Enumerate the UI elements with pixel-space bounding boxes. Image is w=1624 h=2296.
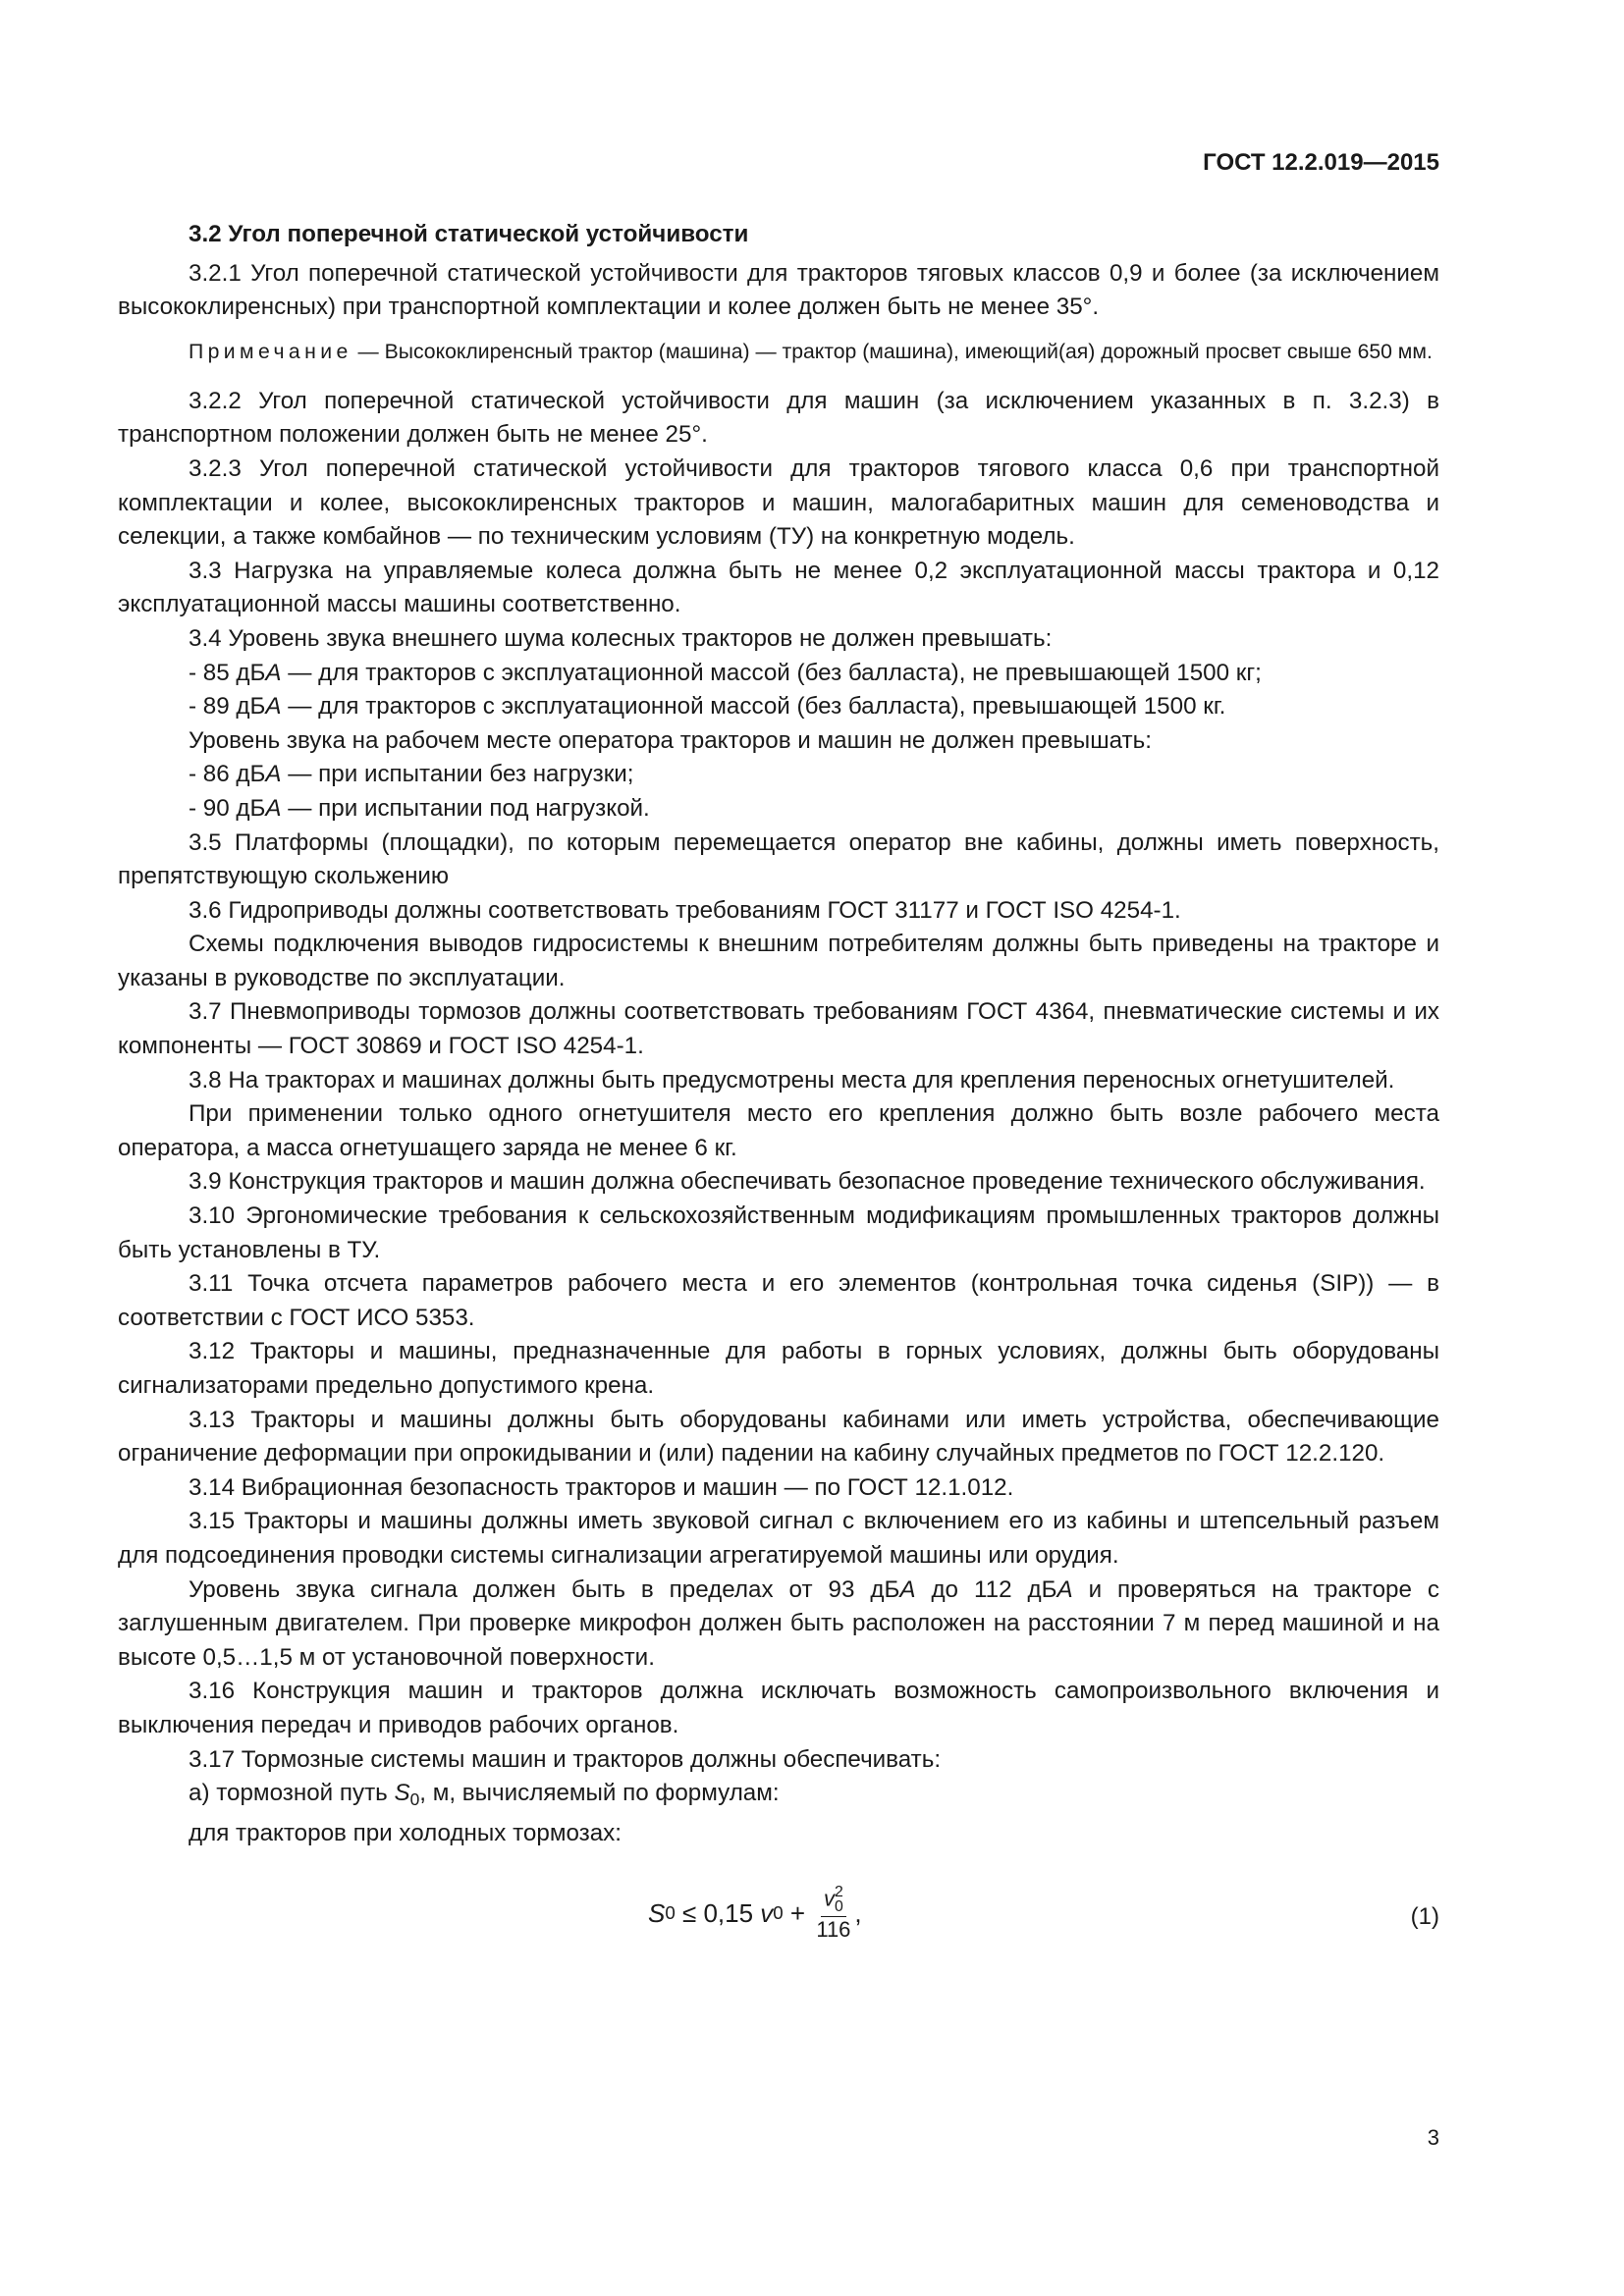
paragraph-3-17: 3.17 Тормозные системы машин и тракторов должны обеспечивать: bbox=[189, 1745, 942, 1773]
paragraph-3-8-b: При применении только одного огнетушителя место его крепления должно быть возле рабочего места оператора, а масса огнетушащего заряда не менее 6 кг. bbox=[118, 1100, 1439, 1161]
paragraph-3-2-3: 3.2.3 Угол поперечной статической устойчивости для тракторов тягового класса 0,6 при транспортной комплектации и колее, высококлиренсных тракторов и машин, малогабаритных машин для семеноводства и селекции, а также комбайнов — по техническим условиям (ТУ) на конкретную модель. bbox=[118, 454, 1439, 551]
paragraph-3-17-a: а) тормозной путь $S_0$, м, вычисляемый по формулам: bbox=[189, 1780, 780, 1810]
note-label: Примечание bbox=[189, 340, 352, 363]
paragraph-3-17-b: для тракторов при холодных тормозах: bbox=[189, 1819, 622, 1846]
paragraph-3-4: 3.4 Уровень звука внешнего шума колесных тракторов не должен превышать: bbox=[189, 624, 1053, 652]
paragraph-3-4-b: Уровень звука на рабочем месте оператора тракторов и машин не должен превышать: bbox=[189, 726, 1152, 754]
paragraph-3-13: 3.13 Тракторы и машины должны быть оборудованы кабинами или иметь устройства, обеспечивающие ограничение деформации при опрокидывании и (или) падении на кабину случайных предметов по ГОСТ 12.2.120. bbox=[118, 1406, 1439, 1468]
paragraph-3-2-1: 3.2.1 Угол поперечной статической устойчивости для тракторов тяговых классов 0,9 и более (за исключением высококлиренсных) при транспортной комплектации и колее должен быть не менее 35°. bbox=[118, 259, 1439, 321]
paragraph-3-7: 3.7 Пневмоприводы тормозов должны соответствовать требованиям ГОСТ 4364, пневматические системы и их компоненты — ГОСТ 30869 и ГОСТ ISO 4254-1. bbox=[118, 998, 1439, 1060]
formula: S 0 ≤ 0,15 v 0 + v 2 0 116 , bbox=[648, 1883, 862, 1943]
list-item: - 89 дБА — для тракторов с эксплуатационной массой (без балласта), превышающей 1500 кг. bbox=[189, 693, 1226, 721]
paragraph-3-15: 3.15 Тракторы и машины должны иметь звуковой сигнал с включением его из кабины и штепсельный разъем для подсоединения проводки системы сигнализации агрегатируемой машины или орудия. bbox=[118, 1508, 1439, 1569]
list-item: - 85 дБА — для тракторов с эксплуатационной массой (без балласта), не превышающей 1500 кг; bbox=[189, 659, 1262, 686]
document-body bbox=[118, 218, 1439, 1969]
paragraph-3-9: 3.9 Конструкция тракторов и машин должна обеспечивать безопасное проведение технического обслуживания. bbox=[189, 1168, 1426, 1196]
paragraph-3-6: 3.6 Гидроприводы должны соответствовать требованиям ГОСТ 31177 и ГОСТ ISO 4254-1. bbox=[189, 896, 1181, 924]
paragraph-3-10: 3.10 Эргономические требования к сельскохозяйственным модификациям промышленных тракторов должны быть установлены в ТУ. bbox=[118, 1202, 1439, 1263]
formula-number: (1) bbox=[1410, 1902, 1439, 1930]
paragraph-3-3: 3.3 Нагрузка на управляемые колеса должна быть не менее 0,2 эксплуатационной массы трактора и 0,12 эксплуатационной массы машины соответственно. bbox=[118, 557, 1439, 618]
paragraph-3-5: 3.5 Платформы (площадки), по которым перемещается оператор вне кабины, должны иметь поверхность, препятствующую скольжению bbox=[118, 828, 1439, 890]
paragraph-3-12: 3.12 Тракторы и машины, предназначенные для работы в горных условиях, должны быть оборудованы сигнализаторами предельно допустимого крена. bbox=[118, 1338, 1439, 1399]
paragraph-3-16: 3.16 Конструкция машин и тракторов должна исключать возможность самопроизвольного включения и выключения передач и приводов рабочих органов. bbox=[118, 1678, 1439, 1738]
formula-fraction: v 2 0 116 bbox=[816, 1883, 851, 1943]
paragraph-3-2-2: 3.2.2 Угол поперечной статической устойчивости для машин (за исключением указанных в п. 3.2.3) в транспортном положении должен быть не менее 25°. bbox=[118, 387, 1439, 449]
document-page bbox=[118, 0, 1439, 2296]
document-header: ГОСТ 12.2.019—2015 bbox=[1203, 149, 1439, 176]
section-title: 3.2 Угол поперечной статической устойчивости bbox=[189, 221, 749, 247]
note-text: — Высококлиренсный трактор (машина) — трактор (машина), имеющий(ая) дорожный просвет свыше 650 мм. bbox=[352, 340, 1433, 363]
list-item: - 86 дБА — при испытании без нагрузки; bbox=[189, 761, 634, 788]
note bbox=[118, 337, 1439, 367]
paragraph-3-14: 3.14 Вибрационная безопасность тракторов и машин — по ГОСТ 12.1.012. bbox=[189, 1473, 1014, 1501]
list-item: - 90 дБА — при испытании под нагрузкой. bbox=[189, 794, 650, 822]
paragraph-3-15-b: Уровень звука сигнала должен быть в пределах от 93 дБА до 112 дБА и проверяться на тракторе с заглушенным двигателем. При проверке микрофон должен быть расположен на расстоянии 7 м перед машиной и на высоте 0,5…1,5 м от установочной поверхности. bbox=[118, 1575, 1439, 1671]
page-number: 3 bbox=[1427, 2125, 1439, 2150]
paragraph-3-8: 3.8 На тракторах и машинах должны быть предусмотрены места для крепления переносных огнетушителей. bbox=[189, 1066, 1395, 1094]
paragraph-3-11: 3.11 Точка отсчета параметров рабочего места и его элементов (контрольная точка сиденья (SIP)) — в соответствии с ГОСТ ИСО 5353. bbox=[118, 1270, 1439, 1331]
paragraph-3-6-b: Схемы подключения выводов гидросистемы к внешним потребителям должны быть приведены на тракторе и указаны в руководстве по эксплуатации. bbox=[118, 931, 1439, 991]
formula-block bbox=[118, 1861, 1439, 1969]
